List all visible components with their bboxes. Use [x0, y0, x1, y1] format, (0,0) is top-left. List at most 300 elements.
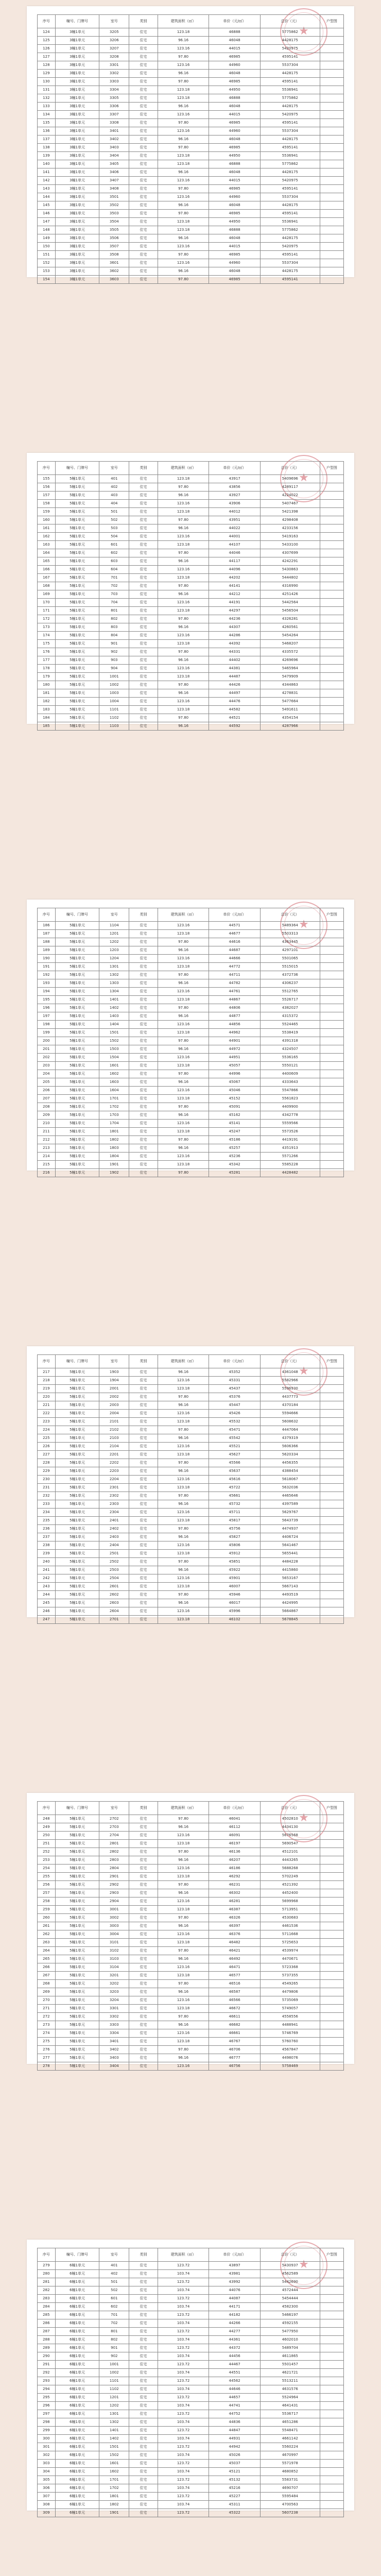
- table-cell: 5幢1单元: [55, 2029, 99, 2038]
- table-cell: [320, 656, 343, 665]
- table-cell: 住宅: [129, 922, 158, 930]
- column-header: 户型图: [320, 908, 343, 922]
- table-cell: 157: [38, 492, 56, 500]
- table-cell: 151: [38, 251, 56, 259]
- table-cell: 5421398: [260, 508, 320, 516]
- table-cell: 2303: [99, 1500, 129, 1509]
- table-cell: [320, 1459, 343, 1467]
- table-row: [38, 1021, 344, 1029]
- table-row: [38, 1988, 344, 1996]
- table-cell: 1201: [99, 2394, 129, 2402]
- table-cell: 住宅: [129, 2344, 158, 2352]
- table-cell: 5608632: [260, 1418, 320, 1426]
- table-row: [38, 533, 344, 541]
- table-cell: [320, 2054, 343, 2062]
- table-cell: 44456: [209, 2352, 261, 2361]
- table-cell: 住宅: [129, 615, 158, 623]
- table-cell: 3504: [99, 218, 129, 226]
- table-cell: 住宅: [129, 1856, 158, 1865]
- table-cell: 6幢1单元: [55, 2410, 99, 2418]
- table-row: [38, 135, 344, 144]
- table-row: [38, 152, 344, 160]
- table-cell: [320, 714, 343, 722]
- table-cell: 244: [38, 1591, 56, 1599]
- table-cell: 住宅: [129, 1599, 158, 1607]
- table-cell: [320, 1492, 343, 1500]
- table-cell: 5幢1单元: [55, 615, 99, 623]
- table-cell: [320, 160, 343, 168]
- table-cell: 5幢1单元: [55, 1840, 99, 1848]
- table-row: [38, 2270, 344, 2278]
- table-cell: 135: [38, 119, 56, 127]
- table-cell: [320, 2369, 343, 2377]
- table-row: [38, 2062, 344, 2071]
- table-header-row: [38, 15, 344, 28]
- table-cell: 住宅: [129, 1583, 158, 1591]
- table-cell: 1502: [99, 1037, 129, 1045]
- table-cell: 2904: [99, 1897, 129, 1906]
- table-cell: 住宅: [129, 94, 158, 103]
- table-cell: 住宅: [129, 1988, 158, 1996]
- table-cell: 166: [38, 566, 56, 574]
- column-header: 幢号、门牌号: [55, 462, 99, 475]
- table-cell: 301: [38, 2443, 56, 2451]
- table-cell: [320, 1434, 343, 1443]
- table-cell: 4298408: [260, 516, 320, 524]
- table-cell: 住宅: [129, 979, 158, 988]
- table-cell: 299: [38, 2427, 56, 2435]
- table-cell: 44741: [209, 2402, 261, 2410]
- table-cell: [320, 1988, 343, 1996]
- table-cell: 5444802: [260, 574, 320, 582]
- table-cell: [320, 1484, 343, 1492]
- table-cell: 6幢1单元: [55, 2427, 99, 2435]
- table-cell: 179: [38, 673, 56, 681]
- table-cell: 44847: [209, 2427, 261, 2435]
- table-cell: 96.16: [158, 135, 209, 144]
- table-cell: 46281: [209, 1897, 261, 1906]
- table-cell: 123.16: [158, 500, 209, 508]
- table-cell: 46706: [209, 2046, 261, 2054]
- table-cell: 5489704: [260, 2344, 320, 2352]
- table-cell: 123.18: [158, 218, 209, 226]
- table-cell: 46611: [209, 2013, 261, 2021]
- table-cell: 97.80: [158, 2013, 209, 2021]
- table-cell: 住宅: [129, 1865, 158, 1873]
- table-row: [38, 656, 344, 665]
- table-cell: 96.16: [158, 1988, 209, 1996]
- table-cell: 3003: [99, 1922, 129, 1930]
- table-cell: 住宅: [129, 541, 158, 549]
- table-row: [38, 632, 344, 640]
- table-cell: 住宅: [129, 78, 158, 86]
- table-cell: [320, 2262, 343, 2270]
- table-row: [38, 492, 344, 500]
- table-cell: [320, 243, 343, 251]
- table-cell: 5幢1单元: [55, 1566, 99, 1574]
- table-cell: 3304: [99, 86, 129, 94]
- table-cell: 住宅: [129, 582, 158, 590]
- table-row: [38, 2451, 344, 2460]
- table-cell: 4363445: [260, 938, 320, 946]
- table-cell: 1504: [99, 1054, 129, 1062]
- table-cell: 46985: [209, 276, 261, 284]
- column-header: 单价（元/㎡）: [209, 15, 261, 28]
- table-cell: 156: [38, 483, 56, 492]
- table-cell: 123.18: [158, 607, 209, 615]
- table-cell: 1602: [99, 1070, 129, 1078]
- table-cell: 5幢1单元: [55, 2062, 99, 2071]
- table-row: [38, 2369, 344, 2377]
- table-cell: [320, 500, 343, 508]
- table-cell: 44772: [209, 963, 261, 971]
- table-cell: 1704: [99, 1120, 129, 1128]
- table-cell: 住宅: [129, 1815, 158, 1823]
- table-cell: 44212: [209, 590, 261, 599]
- table-cell: 4549265: [260, 1980, 320, 1988]
- table-cell: 96.16: [158, 1012, 209, 1021]
- table-cell: 46577: [209, 1972, 261, 1980]
- table-cell: 123.16: [158, 599, 209, 607]
- table-cell: 住宅: [129, 475, 158, 483]
- table-cell: [320, 689, 343, 698]
- table-row: [38, 226, 344, 234]
- table-cell: 5幢1单元: [55, 1484, 99, 1492]
- table-cell: 2702: [99, 1815, 129, 1823]
- table-cell: 44960: [209, 193, 261, 201]
- table-cell: 46112: [209, 1823, 261, 1832]
- table-cell: 住宅: [129, 1533, 158, 1541]
- table-cell: 3308: [99, 119, 129, 127]
- table-row: [38, 1583, 344, 1591]
- table-cell: 97.80: [158, 1136, 209, 1144]
- table-row: [38, 615, 344, 623]
- column-header: 室号: [99, 1355, 129, 1368]
- table-cell: 2701: [99, 1616, 129, 1624]
- table-cell: 5幢1单元: [55, 508, 99, 516]
- table-cell: 46482: [209, 1939, 261, 1947]
- table-cell: 住宅: [129, 243, 158, 251]
- table-cell: 1501: [99, 2443, 129, 2451]
- table-cell: 123.18: [158, 1161, 209, 1169]
- table-cell: 5501457: [260, 2361, 320, 2369]
- table-cell: 5幢1单元: [55, 656, 99, 665]
- table-cell: 175: [38, 640, 56, 648]
- table-cell: 602: [99, 549, 129, 557]
- table-cell: 123.72: [158, 2509, 209, 2517]
- table-row: [38, 61, 344, 70]
- table-cell: 45806: [209, 1541, 261, 1550]
- price-table: [37, 1801, 344, 2071]
- table-cell: 44202: [209, 574, 261, 582]
- column-header: 户型图: [320, 1355, 343, 1368]
- table-cell: [320, 1054, 343, 1062]
- column-header: 户型图: [320, 2248, 343, 2262]
- table-cell: [320, 1591, 343, 1599]
- table-cell: 6幢1单元: [55, 2286, 99, 2295]
- table-cell: 5465964: [260, 665, 320, 673]
- table-cell: 5幢1单元: [55, 1823, 99, 1832]
- table-cell: 130: [38, 78, 56, 86]
- table-cell: [320, 1922, 343, 1930]
- table-cell: 180: [38, 681, 56, 689]
- table-cell: 住宅: [129, 2021, 158, 2029]
- table-cell: 2002: [99, 1393, 129, 1401]
- table-cell: 住宅: [129, 1566, 158, 1574]
- table-cell: 5幢1单元: [55, 1881, 99, 1889]
- table-cell: 3303: [99, 78, 129, 86]
- table-cell: 1703: [99, 1111, 129, 1120]
- table-cell: 5632036: [260, 1484, 320, 1492]
- table-cell: 住宅: [129, 492, 158, 500]
- table-cell: 4415860: [260, 1566, 320, 1574]
- table-cell: 2502: [99, 1558, 129, 1566]
- table-cell: 5幢1单元: [55, 1897, 99, 1906]
- table-cell: 2402: [99, 1525, 129, 1533]
- table-cell: 6幢1单元: [55, 2303, 99, 2311]
- table-cell: 6幢1单元: [55, 2352, 99, 2361]
- table-cell: 97.80: [158, 2046, 209, 2054]
- table-cell: 6幢1单元: [55, 2493, 99, 2501]
- table-cell: 103.74: [158, 2336, 209, 2344]
- table-cell: 住宅: [129, 2062, 158, 2071]
- table-row: [38, 201, 344, 210]
- column-header: 序号: [38, 462, 56, 475]
- table-cell: 46387: [209, 1906, 261, 1914]
- table-cell: 4488941: [260, 2021, 320, 2029]
- table-cell: 住宅: [129, 1517, 158, 1525]
- table-cell: 295: [38, 2394, 56, 2402]
- table-cell: 2203: [99, 1467, 129, 1476]
- table-cell: 44856: [209, 1021, 261, 1029]
- table-cell: 123.16: [158, 1574, 209, 1583]
- table-cell: 住宅: [129, 1591, 158, 1599]
- table-cell: 4651286: [260, 2418, 320, 2427]
- table-cell: 602: [99, 2303, 129, 2311]
- column-header: 室号: [99, 2248, 129, 2262]
- table-cell: 143: [38, 185, 56, 193]
- table-cell: 5幢1单元: [55, 955, 99, 963]
- table-row: [38, 475, 344, 483]
- table-row: [38, 689, 344, 698]
- table-cell: 45542: [209, 1434, 261, 1443]
- table-cell: 4428175: [260, 135, 320, 144]
- table-cell: 206: [38, 1087, 56, 1095]
- table-cell: 254: [38, 1865, 56, 1873]
- table-row: [38, 1161, 344, 1169]
- table-cell: 住宅: [129, 2270, 158, 2278]
- table-cell: 住宅: [129, 574, 158, 582]
- table-cell: 44960: [209, 61, 261, 70]
- table-cell: 97.80: [158, 78, 209, 86]
- table-cell: 住宅: [129, 1955, 158, 1963]
- table-cell: 3幢1单元: [55, 28, 99, 37]
- table-cell: 5幢1单元: [55, 946, 99, 955]
- table-row: [38, 1144, 344, 1153]
- table-cell: 97.80: [158, 714, 209, 722]
- table-cell: 1101: [99, 706, 129, 714]
- table-cell: 45521: [209, 1443, 261, 1451]
- table-row: [38, 483, 344, 492]
- table-cell: 住宅: [129, 1426, 158, 1434]
- table-cell: 43927: [209, 492, 261, 500]
- table-cell: 5582966: [260, 1377, 320, 1385]
- table-cell: 3幢1单元: [55, 193, 99, 201]
- table-row: [38, 2336, 344, 2344]
- table-cell: [320, 1939, 343, 1947]
- table-cell: [320, 1120, 343, 1128]
- table-cell: 123.16: [158, 665, 209, 673]
- table-cell: 5幢1单元: [55, 665, 99, 673]
- table-cell: 46985: [209, 210, 261, 218]
- table-cell: 1801: [99, 2493, 129, 2501]
- table-cell: 1702: [99, 1103, 129, 1111]
- table-cell: 45227: [209, 2493, 261, 2501]
- table-cell: 住宅: [129, 2303, 158, 2311]
- table-cell: 96.16: [158, 1856, 209, 1865]
- table-cell: 5幢1单元: [55, 1037, 99, 1045]
- table-cell: 4484228: [260, 1558, 320, 1566]
- table-cell: 4595141: [260, 185, 320, 193]
- table-cell: 182: [38, 698, 56, 706]
- table-cell: 178: [38, 665, 56, 673]
- table-cell: 239: [38, 1550, 56, 1558]
- table-cell: 住宅: [129, 607, 158, 615]
- table-row: [38, 1368, 344, 1377]
- table-row: [38, 1004, 344, 1012]
- table-cell: 171: [38, 607, 56, 615]
- table-cell: 2803: [99, 1856, 129, 1865]
- table-row: [38, 2013, 344, 2021]
- table-cell: 6幢1单元: [55, 2509, 99, 2517]
- table-cell: [320, 2418, 343, 2427]
- table-cell: 5653167: [260, 1574, 320, 1583]
- table-cell: 702: [99, 582, 129, 590]
- official-seal-icon: ★: [280, 455, 327, 502]
- table-cell: 6幢1单元: [55, 2468, 99, 2476]
- table-cell: 4690707: [260, 2484, 320, 2493]
- table-cell: 97.80: [158, 582, 209, 590]
- table-cell: 住宅: [129, 689, 158, 698]
- table-cell: [320, 979, 343, 988]
- table-cell: [320, 70, 343, 78]
- column-header: 幢号、门牌号: [55, 15, 99, 28]
- table-cell: [320, 706, 343, 714]
- table-cell: 6幢1单元: [55, 2460, 99, 2468]
- table-cell: 123.16: [158, 1377, 209, 1385]
- table-cell: 5幢1单元: [55, 500, 99, 508]
- table-cell: 5幢1单元: [55, 922, 99, 930]
- table-cell: 5477664: [260, 698, 320, 706]
- table-cell: 5幢1单元: [55, 1377, 99, 1385]
- table-cell: 263: [38, 1939, 56, 1947]
- table-cell: 4595141: [260, 78, 320, 86]
- table-cell: 住宅: [129, 988, 158, 996]
- table-cell: 96.16: [158, 1533, 209, 1541]
- table-cell: [320, 1558, 343, 1566]
- table-cell: [320, 103, 343, 111]
- table-cell: 44087: [209, 2295, 261, 2303]
- table-cell: 236: [38, 1525, 56, 1533]
- table-cell: 123.18: [158, 2038, 209, 2046]
- table-cell: 住宅: [129, 549, 158, 557]
- table-cell: 4470671: [260, 1955, 320, 1963]
- table-row: [38, 1087, 344, 1095]
- table-cell: 3幢1单元: [55, 45, 99, 53]
- table-cell: 3302: [99, 2013, 129, 2021]
- table-cell: 97.80: [158, 1004, 209, 1012]
- column-header: 单价（元/㎡）: [209, 2248, 261, 2262]
- table-cell: 住宅: [129, 103, 158, 111]
- table-cell: 1202: [99, 938, 129, 946]
- table-cell: 44867: [209, 996, 261, 1004]
- table-cell: 5幢1单元: [55, 1963, 99, 1972]
- table-cell: 103.74: [158, 2303, 209, 2311]
- table-cell: 5幢1单元: [55, 1111, 99, 1120]
- table-cell: 5711668: [260, 1930, 320, 1939]
- table-cell: 5547866: [260, 1087, 320, 1095]
- table-cell: [320, 1541, 343, 1550]
- table-cell: 4461536: [260, 1922, 320, 1930]
- table-cell: 1102: [99, 2385, 129, 2394]
- table-cell: 3301: [99, 2005, 129, 2013]
- table-cell: [320, 119, 343, 127]
- table-cell: 4595141: [260, 276, 320, 284]
- column-header: 单价（元/㎡）: [209, 1355, 261, 1368]
- table-cell: 205: [38, 1078, 56, 1087]
- table-cell: 44950: [209, 218, 261, 226]
- table-cell: 44950: [209, 152, 261, 160]
- table-cell: 204: [38, 1070, 56, 1078]
- table-cell: [320, 135, 343, 144]
- table-cell: 123.72: [158, 2493, 209, 2501]
- table-cell: 235: [38, 1517, 56, 1525]
- table-cell: 123.16: [158, 259, 209, 267]
- table-cell: 5幢1单元: [55, 938, 99, 946]
- table-cell: 1904: [99, 1377, 129, 1385]
- table-row: [38, 938, 344, 946]
- table-cell: 123.18: [158, 1972, 209, 1980]
- table-cell: [320, 2303, 343, 2311]
- table-cell: 住宅: [129, 193, 158, 201]
- table-cell: 4428175: [260, 267, 320, 276]
- table-cell: 1302: [99, 2418, 129, 2427]
- table-cell: 44571: [209, 922, 261, 930]
- table-cell: 2903: [99, 1889, 129, 1897]
- table-cell: 4419191: [260, 1136, 320, 1144]
- table-cell: 45376: [209, 1393, 261, 1401]
- table-cell: 46048: [209, 234, 261, 243]
- table-cell: [320, 963, 343, 971]
- table-cell: 住宅: [129, 185, 158, 193]
- table-cell: 43951: [209, 516, 261, 524]
- official-seal-icon: ★: [280, 2242, 327, 2289]
- table-cell: 3001: [99, 1906, 129, 1914]
- table-cell: 5524964: [260, 2394, 320, 2402]
- table-cell: 1202: [99, 2402, 129, 2410]
- table-cell: 203: [38, 1062, 56, 1070]
- table-cell: 131: [38, 86, 56, 94]
- table-cell: 902: [99, 2352, 129, 2361]
- table-cell: [320, 1832, 343, 1840]
- table-cell: 1601: [99, 2460, 129, 2468]
- table-cell: 5幢1单元: [55, 1856, 99, 1865]
- table-cell: 住宅: [129, 1930, 158, 1939]
- table-cell: [320, 1599, 343, 1607]
- table-cell: 503: [99, 524, 129, 533]
- table-cell: [320, 177, 343, 185]
- table-cell: 3幢1单元: [55, 78, 99, 86]
